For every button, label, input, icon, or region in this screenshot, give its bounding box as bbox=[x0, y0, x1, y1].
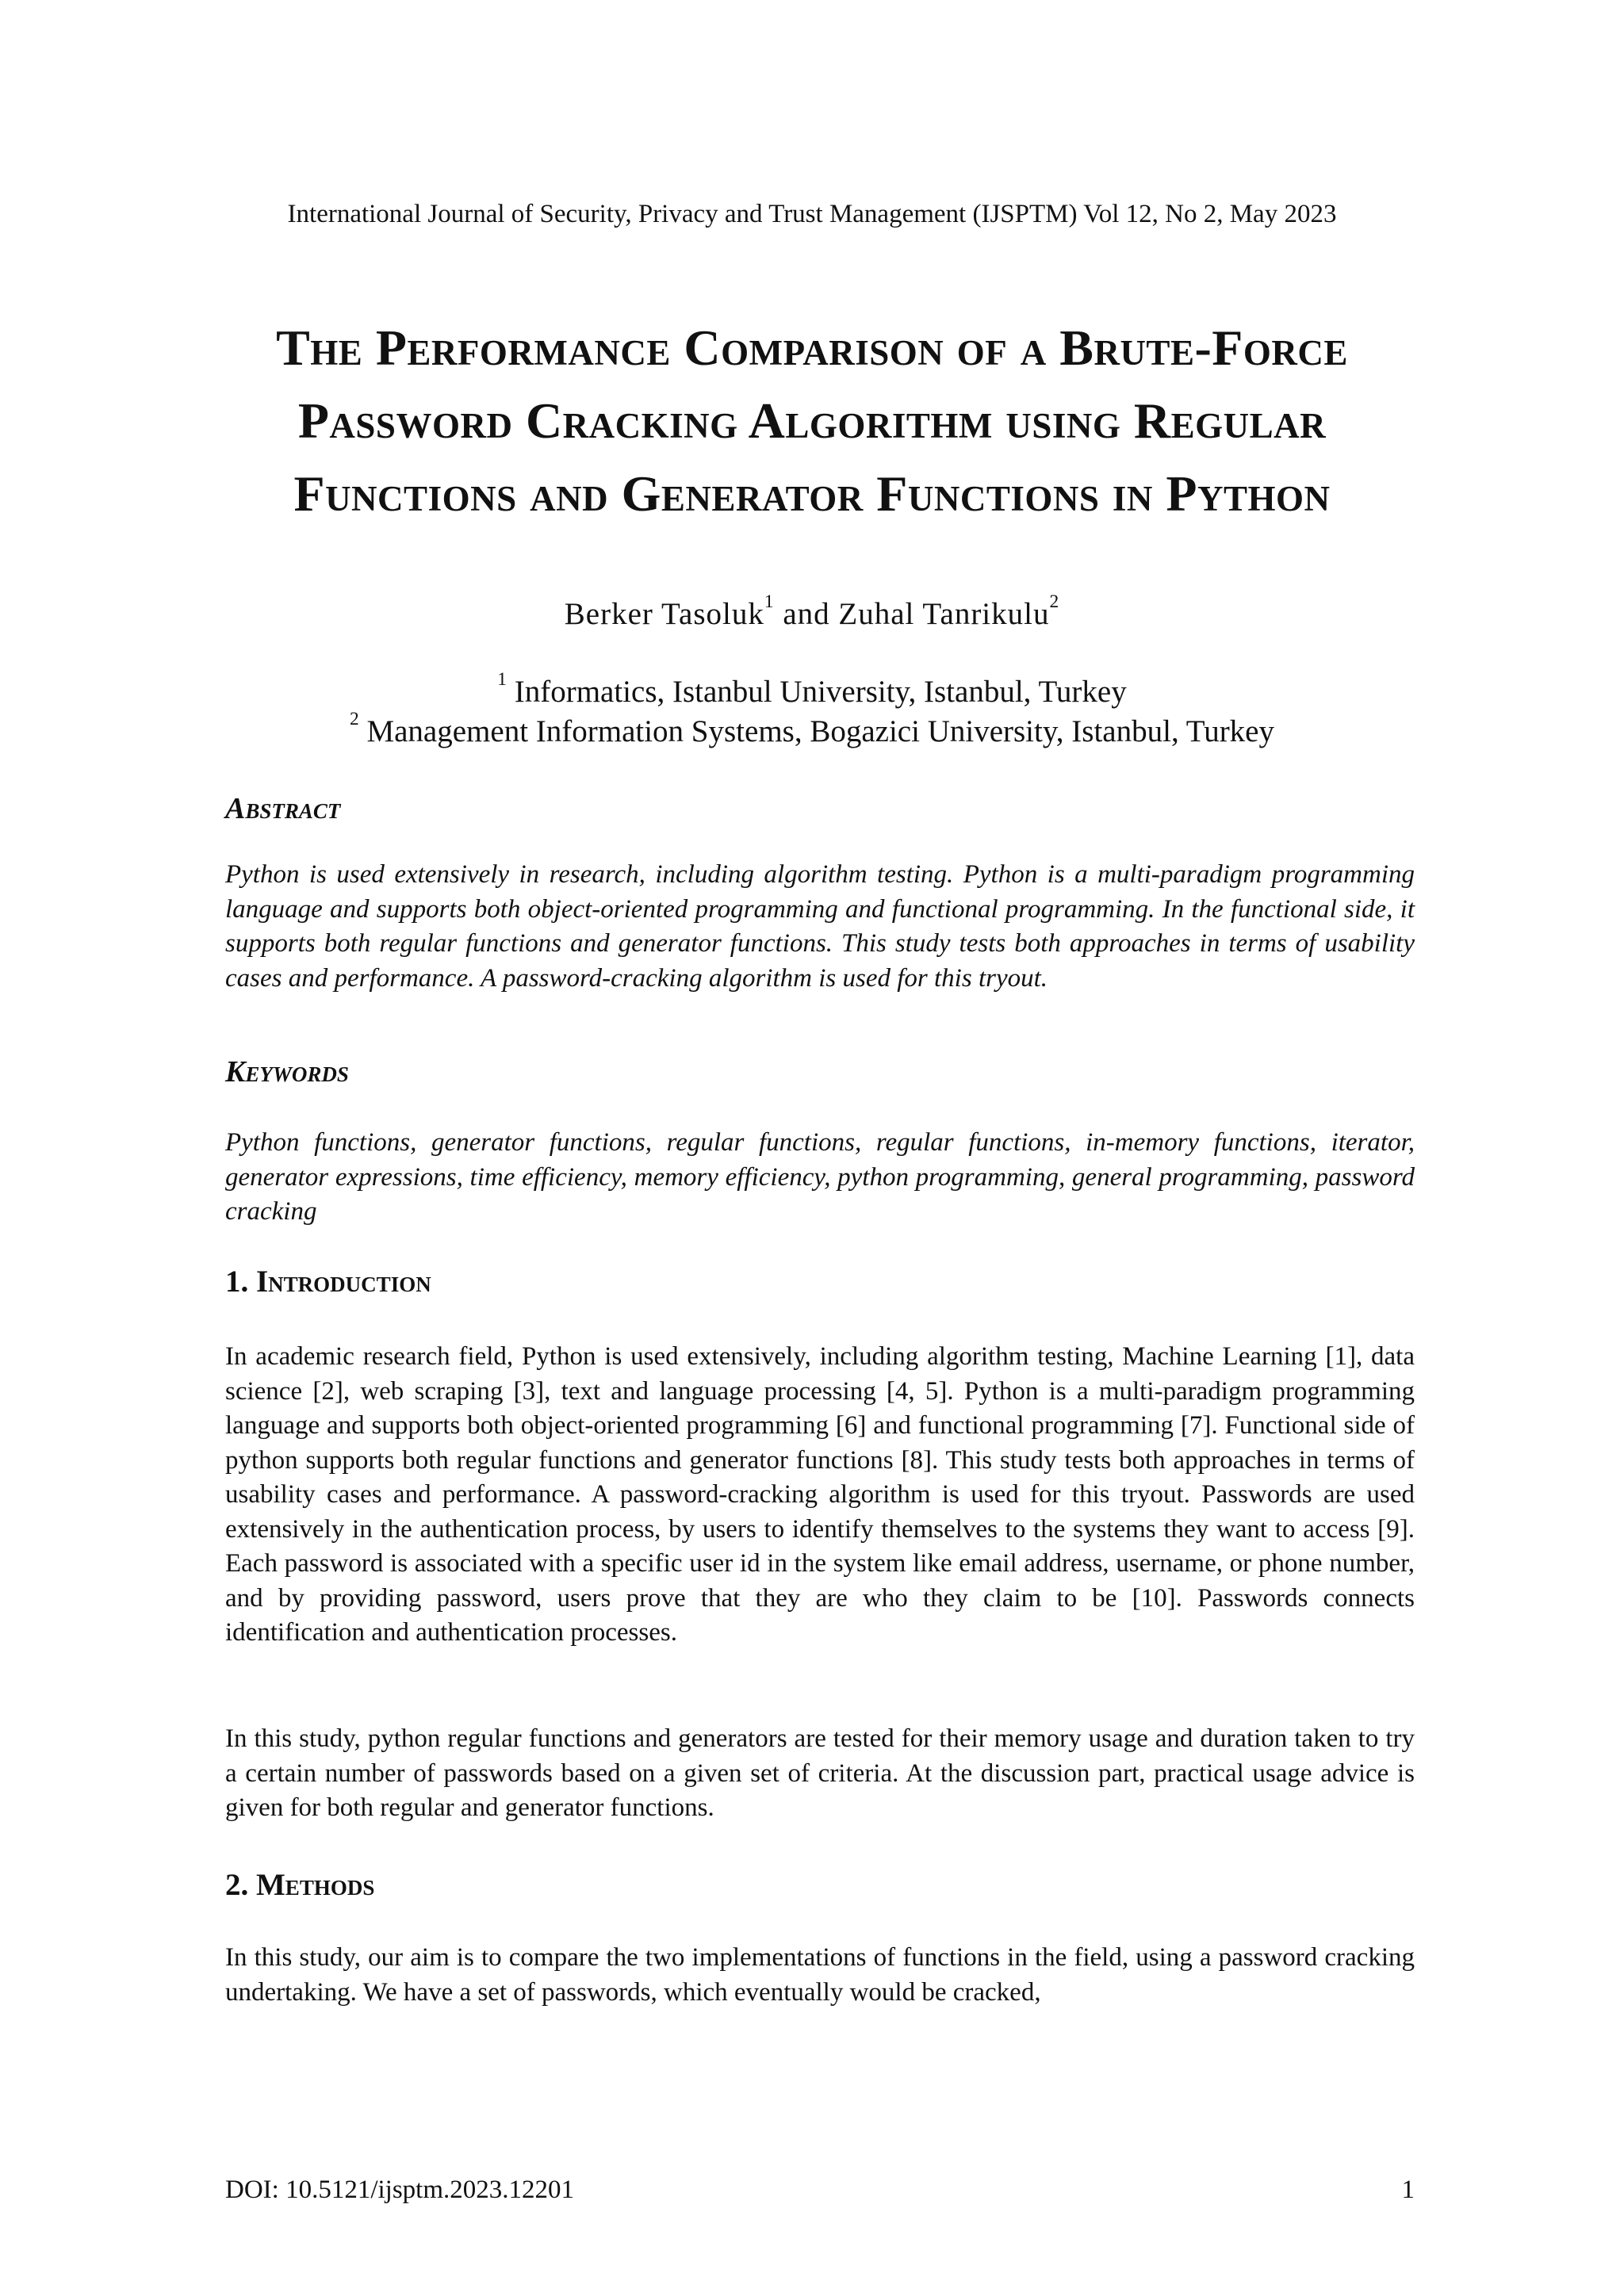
affiliation-2-sup: 2 bbox=[349, 709, 359, 729]
keywords-heading: Keywords bbox=[225, 1055, 349, 1089]
page-number: 1 bbox=[1401, 2175, 1415, 2204]
paper-title: The Performance Comparison of a Brute-Force Password Cracking Algorithm using Regular Functions and Generator Functions in Python bbox=[276, 320, 1348, 522]
affiliation-2 bbox=[0, 709, 1624, 749]
introduction-paragraph-1: In academic research field, Python is used extensively, including algorithm testing, Machine Learning [1], data science [2], web scraping [3], text and language processing [4, 5]. Python is a multi-paradigm programming language and supports both object-oriented programming [6] and functional programming [7]. Functional side of python supports both regular functions and generator functions [8]. This study tests both approaches in terms of usability cases and performance. A password-cracking algorithm is used for this tryout. Passwords are used extensively in the authentication process, by users to identify themselves to the systems they want to access [9]. Each password is associated with a specific user id in the system like email address, username, or phone number, and by providing password, users prove that they are who they claim to be [10]. Passwords connects identification and authentication processes. bbox=[225, 1342, 1415, 1647]
introduction-paragraph-2: In this study, python regular functions and generators are tested for their memory usage and duration taken to try a certain number of passwords based on a given set of criteria. At the discussion part, practical usage advice is given for both regular and generator functions. bbox=[225, 1724, 1415, 1822]
footer-doi: DOI: 10.5121/ijsptm.2023.12201 bbox=[225, 2175, 575, 2204]
abstract-text: Python is used extensively in research, including algorithm testing. Python is a multi-paradigm programming language and supports both object-oriented programming and functional programming. In the functional side, it supports both regular functions and generator functions. This study tests both approaches in terms of usability cases and performance. A password-cracking algorithm is used for this tryout. bbox=[225, 860, 1415, 993]
introduction-heading: 1. Introduction bbox=[225, 1265, 431, 1299]
author-1: Berker Tasoluk bbox=[564, 597, 764, 631]
affiliation-2-text: Management Information Systems, Bogazici University, Istanbul, Turkey bbox=[366, 714, 1274, 748]
affiliation-1-text: Informatics, Istanbul University, Istanbul, Turkey bbox=[514, 675, 1127, 709]
methods-paragraph: In this study, our aim is to compare the two implementations of functions in the field, using a password cracking undertaking. We have a set of passwords, which eventually would be cracked, bbox=[225, 1943, 1415, 2007]
author-2: Zuhal Tanrikulu bbox=[838, 597, 1050, 631]
keywords-text: Python functions, generator functions, regular functions, regular functions, in-memory functions, iterator, generator expressions, time efficiency, memory efficiency, python programming, general programming, password cracking bbox=[225, 1128, 1415, 1226]
methods-heading: 2. Methods bbox=[225, 1868, 375, 1902]
affiliation-1-sup: 1 bbox=[497, 669, 507, 690]
author-2-sup: 2 bbox=[1049, 591, 1060, 612]
journal-header: International Journal of Security, Privacy and Trust Management (IJSPTM) Vol 12, No 2, May 2023 bbox=[287, 200, 1337, 228]
author-conjunction: and bbox=[783, 597, 830, 631]
author-1-sup: 1 bbox=[764, 591, 775, 612]
author-line bbox=[0, 591, 1624, 632]
abstract-heading: Abstract bbox=[225, 792, 341, 825]
affiliation-1 bbox=[0, 669, 1624, 710]
